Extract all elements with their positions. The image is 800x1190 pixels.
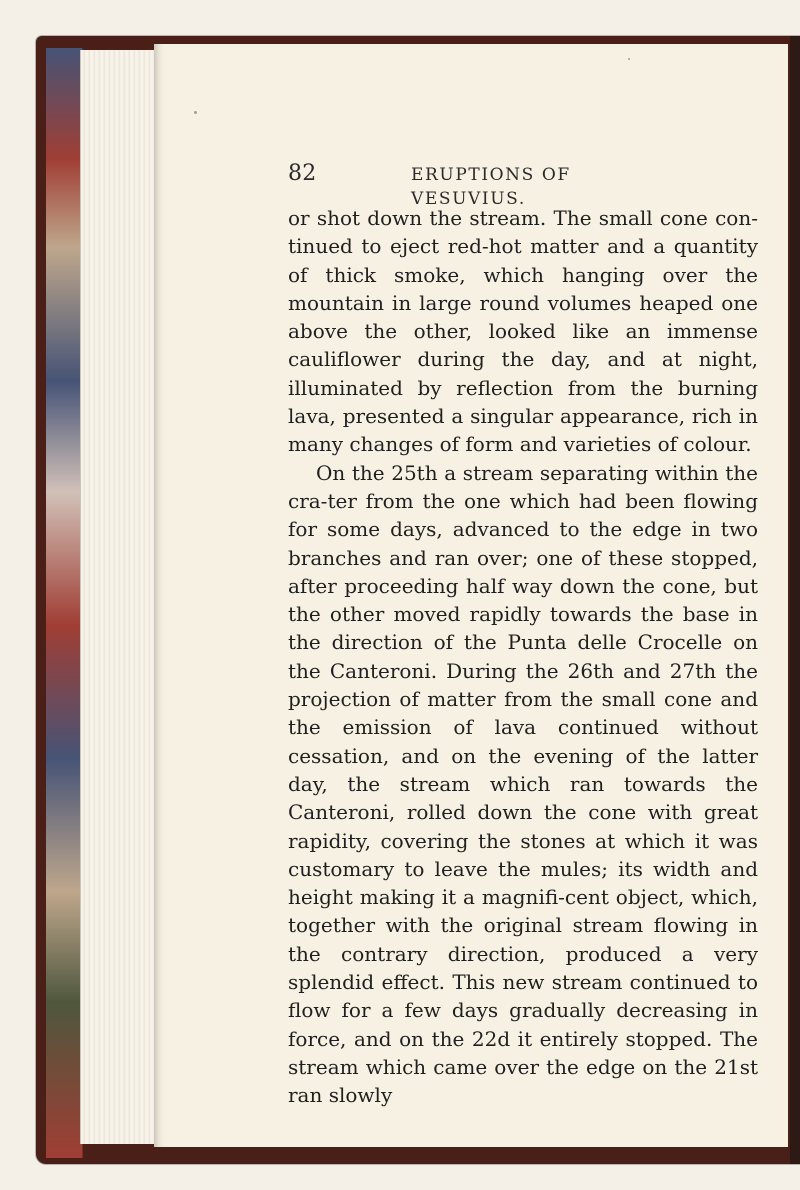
marbled-page-edge [46, 48, 83, 1158]
body-text [288, 204, 758, 1110]
page-stack-edge [80, 50, 155, 1144]
running-head: ERUPTIONS OF VESUVIUS. [411, 165, 571, 209]
paragraph: or shot down the stream. The small cone con-tinued to eject red-hot matter and a quantity of thick smoke, which hanging over the mountain in large round volumes heaped one above the other, looked like an immense cauliflower during the day, and at night, illuminated by reflection from the burning lava, presented a singular appearance, rich in many changes of form and varieties of colour. [288, 206, 758, 457]
page-number: 82 [288, 161, 317, 186]
page-header [288, 160, 608, 209]
paper-speck [194, 111, 197, 114]
paper-speck [628, 58, 630, 60]
binding-edge [790, 36, 800, 1164]
paragraph: On the 25th a stream separating within the cra-ter from the one which had been flowing for some days, advanced to the edge in two branches and ran over; one of these stopped, after proceeding half way down the cone, but the other moved rapidly towards the base in the direction of the Punta delle Crocelle on the Canteroni. During the 26th and 27th the projection of matter from the small cone and the emission of lava continued without cessation, and on the evening of the latter day, the stream which ran towards the Canteroni, rolled down the cone with great rapidity, covering the stones at which it was customary to leave the mules; its width and height making it a magnifi-cent object, which, together with the original stream flowing in the contrary direction, produced a very splendid effect. This new stream continued to flow for a few days gradually decreasing in force, and on the 22d it entirely stopped. The stream which came over the edge on the 21st ran slowly [288, 460, 758, 1108]
